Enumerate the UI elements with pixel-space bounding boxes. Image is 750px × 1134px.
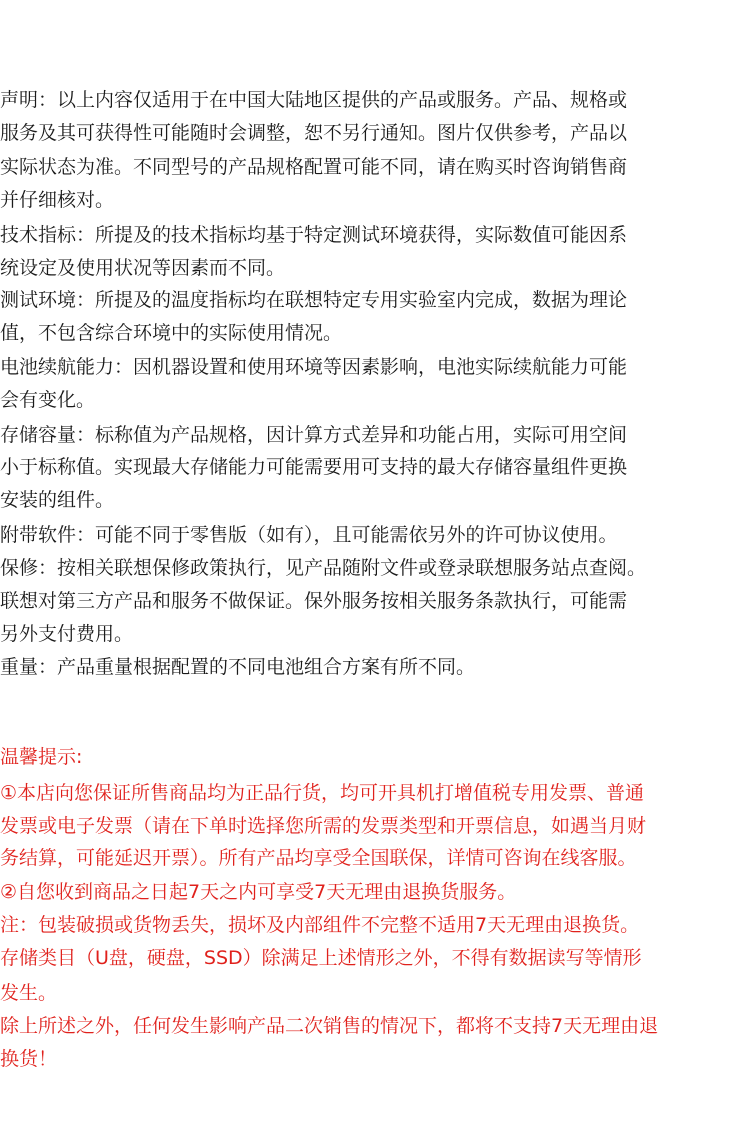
disclaimer-line: 保修：按相关联想保修政策执行，见产品随附文件或登录联想服务站点查阅。: [0, 557, 647, 579]
disclaimer-line: 安装的组件。: [0, 489, 115, 511]
tips-line: 存储类目（U盘，硬盘，SSD）除满足上述情形之外，不得有数据读写等情形: [0, 947, 642, 969]
disclaimer-line: 附带软件：可能不同于零售版（如有），且可能需依另外的许可协议使用。: [0, 524, 618, 546]
disclaimer-line: 值，不包含综合环境中的实际使用情况。: [0, 322, 343, 344]
disclaimer-line: 测试环境：所提及的温度指标均在联想特定专用实验室内完成，数据为理论: [0, 289, 628, 311]
tips-line: ②自您收到商品之日起7天之内可享受7天无理由退换货服务。: [0, 881, 517, 903]
tips-line: 换货！: [0, 1048, 58, 1070]
tips-line: 务结算，可能延迟开票）。所有产品均享受全国联保，详情可咨询在线客服。: [0, 847, 637, 869]
disclaimer-line: 技术指标：所提及的技术指标均基于特定测试环境获得，实际数值可能因系: [0, 224, 628, 246]
disclaimer-line: 统设定及使用状况等因素而不同。: [0, 257, 286, 279]
disclaimer-line: 服务及其可获得性可能随时会调整，恕不另行通知。图片仅供参考，产品以: [0, 122, 628, 144]
tips-line: 除上所述之外，任何发生影响产品二次销售的情况下，都将不支持7天无理由退: [0, 1015, 659, 1037]
disclaimer-line: 重量：产品重量根据配置的不同电池组合方案有所不同。: [0, 656, 476, 678]
disclaimer-line: 会有变化。: [0, 389, 96, 411]
tips-title: 温馨提示:: [0, 746, 83, 768]
tips-line: 发生。: [0, 982, 58, 1004]
disclaimer-line: 小于标称值。实现最大存储能力可能需要用可支持的最大存储容量组件更换: [0, 456, 628, 478]
disclaimer-line: 声明：以上内容仅适用于在中国大陆地区提供的产品或服务。产品、规格或: [0, 89, 628, 111]
tips-line: 发票或电子发票（请在下单时选择您所需的发票类型和开票信息，如遇当月财: [0, 815, 647, 837]
disclaimer-line: 联想对第三方产品和服务不做保证。保外服务按相关服务条款执行，可能需: [0, 590, 628, 612]
tips-line: ①本店向您保证所售商品均为正品行货，均可开具机打增值税专用发票、普通: [0, 782, 645, 804]
disclaimer-line: 并仔细核对。: [0, 189, 115, 211]
tips-line: 注：包装破损或货物丢失，损坏及内部组件不完整不适用7天无理由退换货。: [0, 914, 640, 936]
disclaimer-line: 另外支付费用。: [0, 623, 134, 645]
disclaimer-line: 电池续航能力：因机器设置和使用环境等因素影响，电池实际续航能力可能: [0, 356, 628, 378]
disclaimer-line: 实际状态为准。不同型号的产品规格配置可能不同，请在购买时咨询销售商: [0, 156, 628, 178]
disclaimer-line: 存储容量：标称值为产品规格，因计算方式差异和功能占用，实际可用空间: [0, 424, 628, 446]
